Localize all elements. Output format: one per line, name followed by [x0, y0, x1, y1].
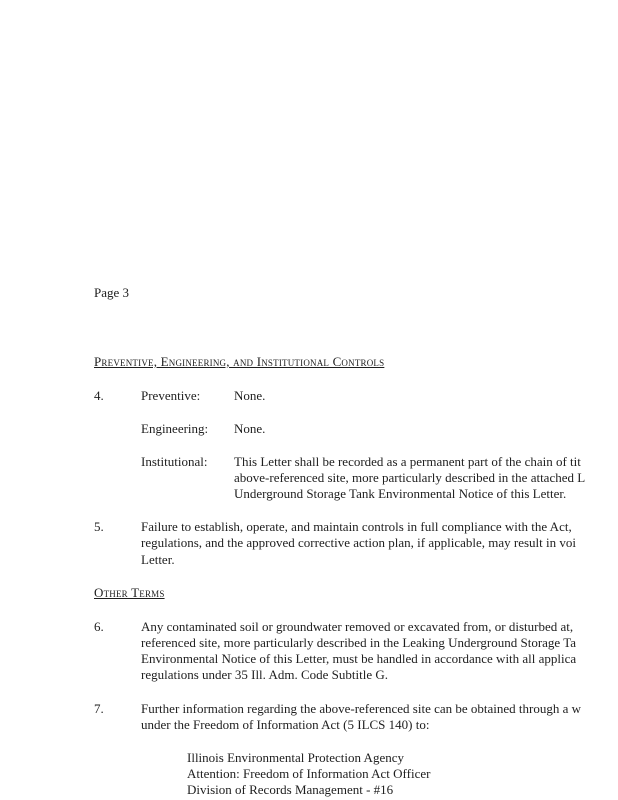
engineering-value: None. [234, 421, 266, 436]
preventive-value: None. [234, 388, 266, 403]
address-line-2: Attention: Freedom of Information Act Officer [187, 766, 431, 781]
item-5-line-3: Letter. [141, 552, 175, 567]
institutional-line-3: Underground Storage Tank Environmental Notice of this Letter. [234, 486, 567, 501]
preventive-label: Preventive: [141, 388, 201, 403]
item-5-line-2: regulations, and the approved corrective action plan, if applicable, may result in voi [141, 535, 576, 550]
section-heading-controls: Preventive, Engineering, and Institutional Controls [94, 354, 385, 369]
item-4-number: 4. [94, 388, 104, 403]
address-line-1: Illinois Environmental Protection Agency [187, 750, 404, 765]
item-6-line-3: Environmental Notice of this Letter, must be handled in accordance with all applica [141, 651, 577, 666]
address-line-3: Division of Records Management - #16 [187, 782, 394, 797]
engineering-label: Engineering: [141, 421, 209, 436]
institutional-line-1: This Letter shall be recorded as a permanent part of the chain of tit [234, 454, 581, 469]
item-6-line-1: Any contaminated soil or groundwater removed or excavated from, or disturbed at, [141, 619, 574, 634]
page-label: Page 3 [94, 285, 130, 300]
item-6-line-2: referenced site, more particularly described in the Leaking Underground Storage Ta [141, 635, 577, 650]
institutional-label: Institutional: [141, 454, 208, 469]
section-heading-other-terms: Other Terms [94, 585, 165, 600]
item-5-number: 5. [94, 519, 104, 534]
item-6-number: 6. [94, 619, 104, 634]
item-5-line-1: Failure to establish, operate, and maintain controls in full compliance with the Act, [141, 519, 572, 534]
item-7-number: 7. [94, 701, 104, 716]
item-7-line-2: under the Freedom of Information Act (5 ILCS 140) to: [141, 717, 430, 732]
item-6-line-4: regulations under 35 Ill. Adm. Code Subtitle G. [141, 667, 388, 682]
item-7-line-1: Further information regarding the above-referenced site can be obtained through a w [141, 701, 582, 716]
institutional-line-2: above-referenced site, more particularly described in the attached L [234, 470, 586, 485]
